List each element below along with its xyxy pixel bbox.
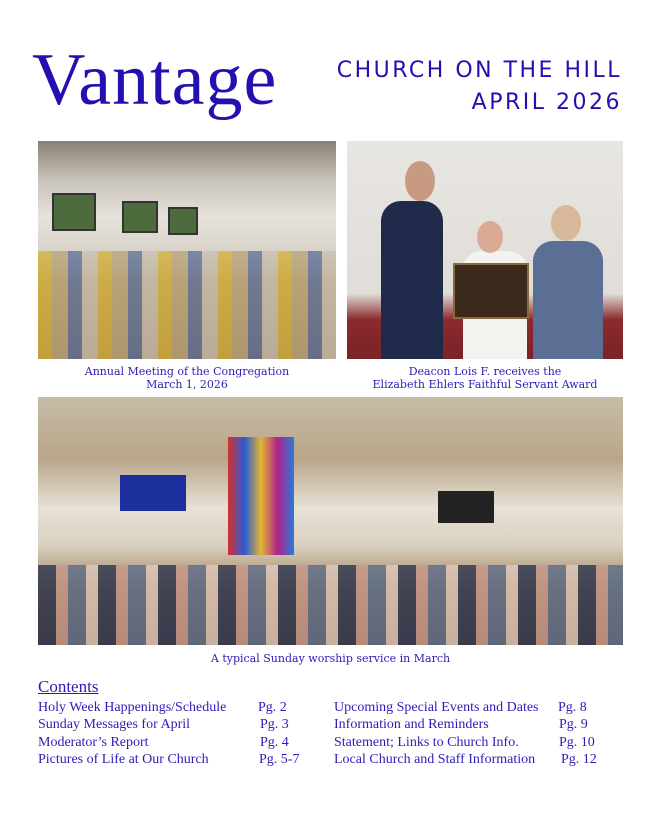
worship-service-photo (38, 397, 623, 645)
newsletter-title: Vantage (32, 39, 278, 121)
caption-award (347, 365, 623, 391)
toc-page: Pg. 12 (561, 752, 597, 767)
toc-entry[interactable] (334, 717, 588, 733)
contents-heading: Contents (38, 677, 99, 696)
toc-label: Pictures of Life at Our Church (38, 752, 209, 767)
toc-page: Pg. 8 (558, 700, 587, 715)
issue-date: APRIL 2026 (471, 90, 622, 115)
caption-line: Deacon Lois F. receives the (408, 365, 562, 378)
toc-label: Upcoming Special Events and Dates (334, 700, 539, 715)
toc-entry[interactable] (38, 735, 289, 751)
toc-label: Local Church and Staff Information (334, 752, 536, 767)
caption-line: Annual Meeting of the Congregation (84, 365, 290, 378)
caption-line: Elizabeth Ehlers Faithful Servant Award (372, 378, 598, 391)
toc-page: Pg. 5-7 (259, 752, 300, 767)
toc-entry[interactable] (334, 752, 597, 768)
toc-page: Pg. 10 (559, 735, 595, 750)
toc-page: Pg. 2 (258, 700, 287, 715)
church-name: CHURCH ON THE HILL (336, 58, 622, 83)
toc-label: Moderator’s Report (38, 735, 149, 750)
award-photo (347, 141, 623, 359)
annual-meeting-photo (38, 141, 336, 359)
toc-entry[interactable] (38, 717, 289, 733)
toc-entry[interactable] (334, 700, 587, 716)
toc-label: Holy Week Happenings/Schedule (38, 700, 227, 715)
toc-label: Information and Reminders (334, 717, 489, 732)
toc-entry[interactable] (38, 700, 287, 716)
caption-annual-meeting (38, 365, 336, 391)
caption-line: March 1, 2026 (146, 378, 228, 391)
toc-label: Sunday Messages for April (38, 717, 191, 732)
toc-page: Pg. 4 (260, 735, 289, 750)
toc-entry[interactable] (334, 735, 595, 751)
toc-entry[interactable] (38, 752, 300, 768)
toc-page: Pg. 3 (260, 717, 289, 732)
caption-worship: A typical Sunday worship service in March (210, 652, 451, 665)
toc-page: Pg. 9 (559, 717, 588, 732)
toc-label: Statement; Links to Church Info. (334, 735, 519, 750)
